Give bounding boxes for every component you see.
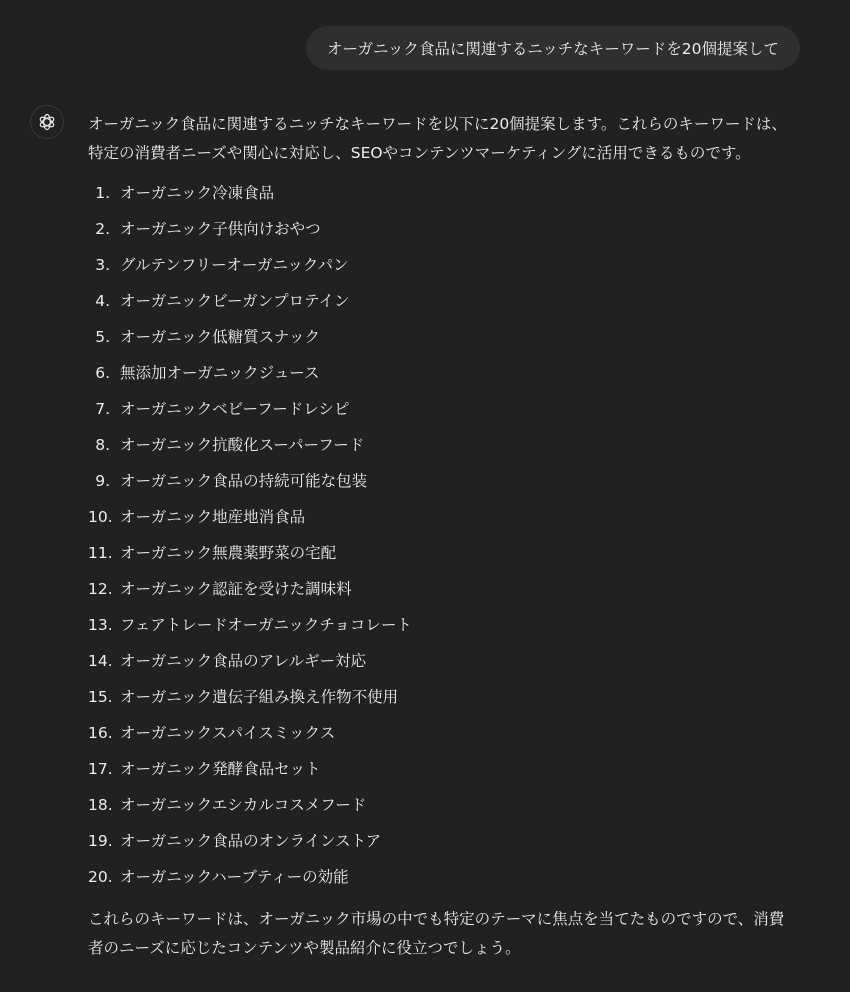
list-item: [88, 751, 788, 787]
user-message-text: オーガニック食品に関連するニッチなキーワードを20個提案して: [326, 40, 779, 58]
list-item: [88, 607, 788, 643]
list-item-text: オーガニックスパイスミックス: [120, 723, 336, 742]
list-item-number: 4.: [95, 291, 110, 310]
list-item-text: 無添加オーガニックジュース: [120, 363, 320, 382]
user-message-bubble: [306, 26, 800, 70]
list-item-text: オーガニックビーガンプロテイン: [120, 291, 350, 310]
list-item: [88, 319, 788, 355]
list-item-number: 7.: [95, 399, 110, 418]
openai-logo-icon: [37, 112, 57, 132]
list-item-number: 12.: [88, 579, 113, 598]
list-item-text: オーガニック地産地消食品: [120, 507, 306, 526]
list-item-text: オーガニックベビーフードレシピ: [120, 399, 350, 418]
list-item-number: 6.: [95, 363, 110, 382]
list-item-text: オーガニック食品のオンラインストア: [120, 831, 382, 850]
list-item-number: 11.: [88, 543, 113, 562]
list-item-number: 15.: [88, 687, 113, 706]
list-item-text: オーガニック無農薬野菜の宅配: [120, 543, 337, 562]
list-item: [88, 175, 788, 211]
list-item: [88, 283, 788, 319]
keyword-list: [88, 175, 788, 895]
list-item: [88, 535, 788, 571]
list-item-number: 16.: [88, 723, 113, 742]
list-item-number: 14.: [88, 651, 113, 670]
list-item-number: 10.: [88, 507, 113, 526]
list-item-text: オーガニック食品の持続可能な包装: [120, 471, 368, 490]
list-item-text: オーガニック冷凍食品: [120, 183, 275, 202]
list-item-number: 5.: [95, 327, 110, 346]
assistant-outro: これらのキーワードは、オーガニック市場の中でも特定のテーマに焦点を当てたものですので、消費者のニーズに応じたコンテンツや製品紹介に役立つでしょう。: [88, 910, 785, 957]
list-item-number: 19.: [88, 831, 113, 850]
list-item-text: オーガニック発酵食品セット: [120, 759, 321, 778]
list-item: [88, 787, 788, 823]
list-item-text: フェアトレードオーガニックチョコレート: [120, 615, 412, 634]
list-item-number: 3.: [95, 255, 110, 274]
assistant-avatar: [30, 105, 64, 139]
list-item-text: グルテンフリーオーガニックパン: [120, 255, 349, 274]
list-item: [88, 211, 788, 247]
list-item-number: 20.: [88, 867, 113, 886]
list-item: [88, 679, 788, 715]
list-item-text: オーガニック遺伝子組み換え作物不使用: [120, 687, 399, 706]
list-item: [88, 643, 788, 679]
list-item: [88, 823, 788, 859]
list-item: [88, 571, 788, 607]
assistant-intro: オーガニック食品に関連するニッチなキーワードを以下に20個提案します。これらのキーワードは、特定の消費者ニーズや関心に対応し、SEOやコンテンツマーケティングに活用できるものです。: [88, 115, 787, 162]
list-item-text: オーガニック子供向けおやつ: [120, 219, 321, 238]
list-item: [88, 247, 788, 283]
list-item-number: 17.: [88, 759, 113, 778]
list-item-number: 2.: [95, 219, 110, 238]
list-item: [88, 463, 788, 499]
list-item: [88, 499, 788, 535]
list-item-text: オーガニックハーブティーの効能: [120, 867, 349, 886]
list-item-number: 9.: [95, 471, 110, 490]
list-item-text: オーガニック認証を受けた調味料: [120, 579, 352, 598]
list-item: [88, 427, 788, 463]
list-item: [88, 859, 788, 895]
list-item-number: 1.: [95, 183, 110, 202]
list-item-text: オーガニック低糖質スナック: [120, 327, 320, 346]
list-item-number: 13.: [88, 615, 113, 634]
list-item-text: オーガニックエシカルコスメフード: [120, 795, 367, 814]
list-item-text: オーガニック抗酸化スーパーフード: [120, 435, 365, 454]
list-item: [88, 715, 788, 751]
list-item-number: 18.: [88, 795, 113, 814]
assistant-message: [88, 110, 788, 962]
list-item-number: 8.: [95, 435, 110, 454]
list-item: [88, 355, 788, 391]
list-item: [88, 391, 788, 427]
list-item-text: オーガニック食品のアレルギー対応: [120, 651, 367, 670]
